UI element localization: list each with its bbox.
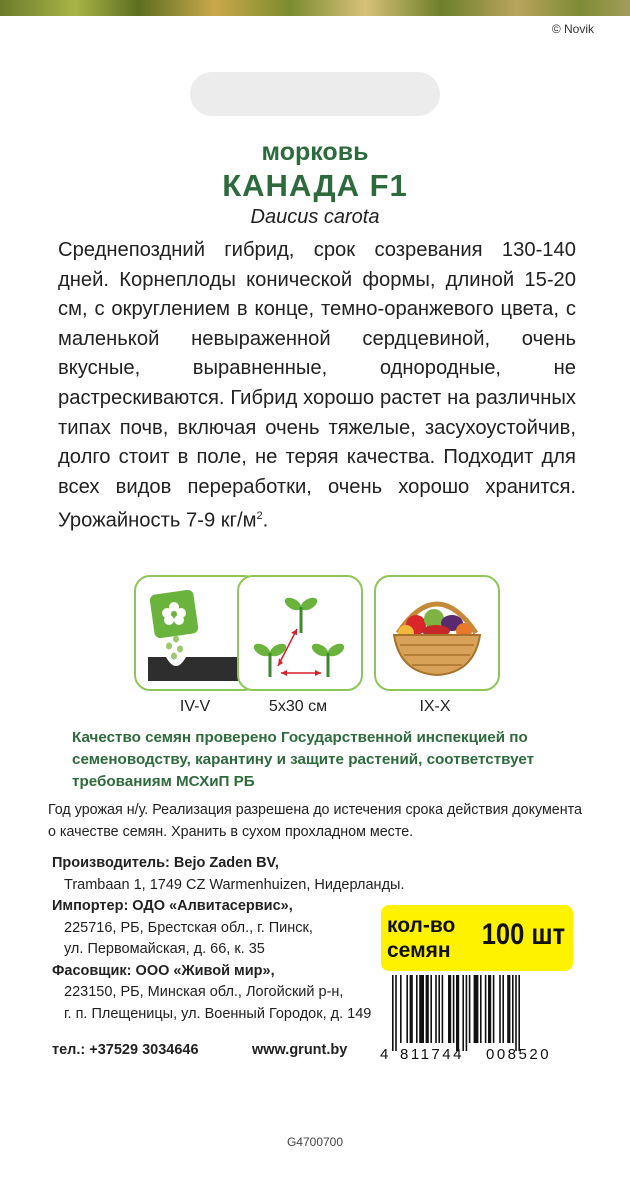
quality-note: Качество семян проверено Государственной инспекцией по семеноводству, карантину и защите растений, соответствует требованиям МСХиП РБ bbox=[72, 729, 535, 790]
phone-number: тел.: +37529 3034646 bbox=[52, 1042, 199, 1058]
crop-name: морковь bbox=[261, 138, 369, 166]
barcode-bar bbox=[395, 975, 397, 1051]
barcode-bar bbox=[419, 975, 424, 1043]
barcode-bar bbox=[518, 975, 520, 1051]
producer-label: Производитель: Bejo Zaden BV, bbox=[52, 855, 279, 871]
barcode-digits-group-1: 811744 bbox=[400, 1046, 464, 1061]
description-text: Среднепоздний гибрид, срок созревания 130-140 дней. Корнеплоды конической формы, длиной 15-20 см, с округлением в конце, темно-оранжевого цвета, с маленькой невыраженной сердцевиной, очень вкусные, выравненные, однородные, не растрескиваются. Гибрид хорошо растет на различных типах почв, включая очень тяжелые, засухоустойчив, долго стоит в поле, не теряя качества. Подходит для всех видов переработки, очень хорошо хранится. Урожайность 7-9 кг/м bbox=[58, 239, 576, 533]
barcode-bar bbox=[438, 975, 440, 1043]
barcode-bar bbox=[448, 975, 451, 1043]
importer-address-2: ул. Первомайская, д. 66, к. 35 bbox=[64, 941, 265, 957]
barcode-bar bbox=[499, 975, 501, 1043]
description bbox=[58, 236, 576, 537]
barcode-bar bbox=[410, 975, 413, 1043]
label-placeholder bbox=[190, 72, 440, 116]
barcode-bar bbox=[406, 975, 408, 1043]
barcode-bar bbox=[462, 975, 464, 1051]
barcode-bar bbox=[480, 975, 482, 1043]
barcode-bar bbox=[493, 975, 495, 1043]
barcode-bar bbox=[400, 975, 402, 1043]
quantity-label-line-1: кол-во bbox=[387, 914, 456, 937]
barcode-bar bbox=[512, 975, 514, 1043]
spacing-icon bbox=[237, 575, 363, 691]
packer-label: Фасовщик: ООО «Живой мир», bbox=[52, 962, 275, 979]
barcode-digit-first: 4 bbox=[380, 1046, 389, 1061]
quantity-value: 100 шт bbox=[481, 918, 565, 951]
importer-address-1: 225716, РБ, Брестская обл., г. Пинск, bbox=[64, 919, 313, 936]
barcode-digits-group-2: 008520 bbox=[486, 1046, 552, 1061]
barcode bbox=[378, 975, 574, 1061]
spacing-caption: 5x30 см bbox=[268, 698, 328, 715]
producer-address: Trambaan 1, 1749 CZ Warmenhuizen, Нидерланды. bbox=[64, 876, 405, 893]
harvest-caption: IX-X bbox=[419, 698, 451, 715]
barcode-bar bbox=[469, 975, 471, 1043]
barcode-bar bbox=[485, 975, 487, 1043]
barcode-bar bbox=[488, 975, 491, 1043]
barcode-bar bbox=[442, 975, 444, 1043]
contacts-block bbox=[52, 853, 404, 1025]
barcode-bar bbox=[426, 975, 429, 1043]
quantity-label-line-2: семян bbox=[387, 939, 451, 962]
barcode-bar bbox=[515, 975, 517, 1051]
barcode-bar bbox=[453, 975, 455, 1043]
copyright-text: © Novik bbox=[551, 22, 594, 36]
top-photo-strip bbox=[0, 0, 630, 16]
importer-label: Импортер: ОДО «Алвитасервис», bbox=[52, 898, 293, 914]
quantity-label bbox=[387, 913, 455, 963]
harvest-basket-icon bbox=[374, 575, 500, 691]
packer-address-1: 223150, РБ, Минская обл., Логойский р-н, bbox=[64, 984, 344, 1000]
packer-address-2: г. п. Плещеницы, ул. Военный Городок, д. 149 bbox=[64, 1005, 372, 1022]
barcode-bar bbox=[430, 975, 432, 1043]
harvest-note: Год урожая н/у. Реализация разрешена до истечения срока действия документа о качестве семян. Хранить в сухом прохладном месте. bbox=[48, 802, 582, 840]
latin-name: Daucus carota bbox=[250, 206, 380, 228]
barcode-bar bbox=[502, 975, 504, 1043]
barcode-bar bbox=[474, 975, 479, 1043]
sowing-caption: IV-V bbox=[179, 698, 211, 715]
barcode-bar bbox=[435, 975, 437, 1043]
quantity-badge bbox=[381, 905, 573, 971]
barcode-bar bbox=[392, 975, 394, 1051]
description-superscript: 2 bbox=[256, 510, 263, 523]
barcode-bar bbox=[456, 975, 459, 1051]
variety-name: КАНАДА F1 bbox=[222, 168, 408, 203]
barcode-bar bbox=[416, 975, 418, 1043]
article-code: G4700700 bbox=[286, 1135, 344, 1149]
website-link[interactable]: www.grunt.by bbox=[252, 1042, 348, 1058]
barcode-bar bbox=[507, 975, 510, 1043]
barcode-bar bbox=[466, 975, 468, 1051]
description-end: . bbox=[262, 510, 269, 533]
